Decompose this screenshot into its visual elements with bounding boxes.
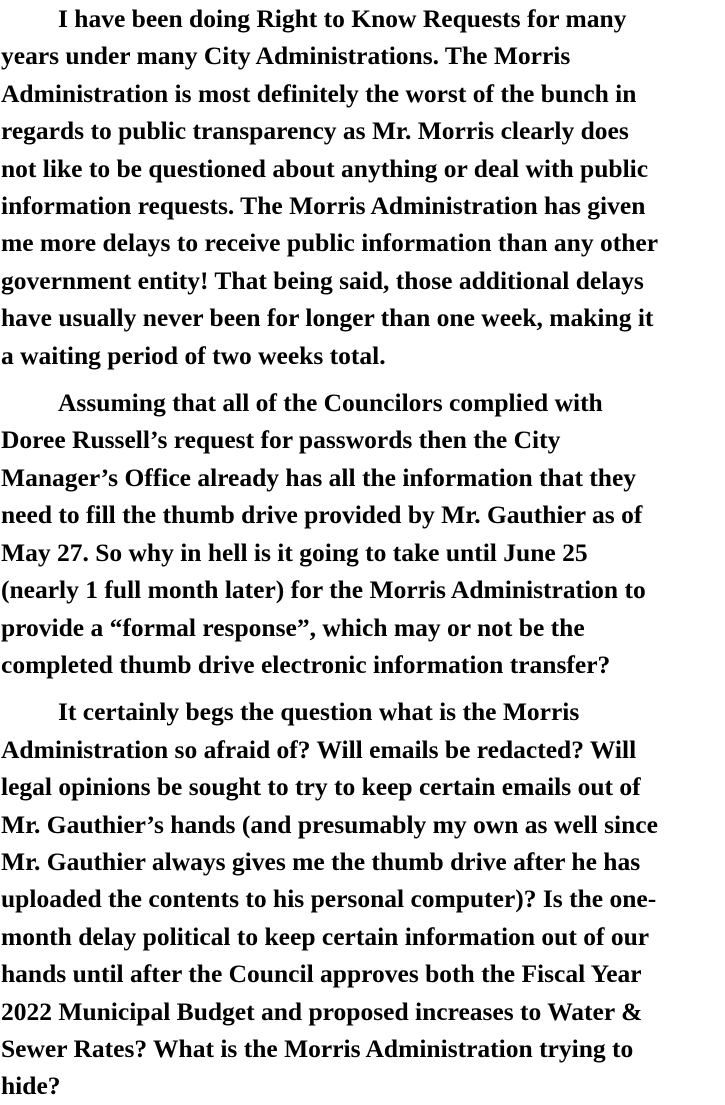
text-line: 2022 Municipal Budget and proposed increases to Water &	[1, 996, 643, 1026]
text-line: legal opinions be sought to try to keep certain emails out of	[1, 772, 641, 802]
text-line: hands until after the Council approves both the Fiscal Year	[1, 959, 642, 989]
text-line: need to fill the thumb drive provided by Mr. Gauthier as of	[1, 500, 643, 530]
text-line: Mr. Gauthier’s hands (and presumably my own as well since	[1, 809, 658, 839]
paragraph-1	[1, 0, 724, 374]
paragraph-3	[1, 693, 724, 1104]
text-line: (nearly 1 full month later) for the Morris Administration to	[1, 575, 646, 605]
text-line: Administration is most definitely the worst of the bunch in	[1, 78, 637, 108]
text-line: month delay political to keep certain information out of our	[1, 921, 650, 951]
text-line: Manager’s Office already has all the information that they	[1, 462, 637, 492]
text-line: information requests. The Morris Administration has given	[1, 191, 646, 221]
text-line: provide a “formal response”, which may or not be the	[1, 612, 585, 642]
text-line: a waiting period of two weeks total.	[1, 340, 386, 370]
text-line: Mr. Gauthier always gives me the thumb drive after he has	[1, 846, 641, 876]
text-line: May 27. So why in hell is it going to take until June 25	[1, 537, 588, 567]
paragraph-gap	[1, 374, 724, 384]
text-line: It certainly begs the question what is the Morris	[58, 697, 580, 727]
text-line: government entity! That being said, those additional delays	[1, 265, 644, 295]
text-line: Doree Russell’s request for passwords then the City	[1, 425, 561, 455]
text-line: uploaded the contents to his personal computer)? Is the one-	[1, 884, 657, 914]
text-line: years under many City Administrations. The Morris	[1, 41, 571, 71]
text-line: Assuming that all of the Councilors complied with	[58, 388, 603, 418]
text-line: have usually never been for longer than one week, making it	[1, 303, 654, 333]
text-line: not like to be questioned about anything or deal with public	[1, 153, 649, 183]
paragraph-gap	[1, 683, 724, 693]
text-line: I have been doing Right to Know Requests for many	[58, 4, 627, 33]
paragraph-2	[1, 384, 724, 683]
text-line: Sewer Rates? What is the Morris Administration trying to	[1, 1033, 634, 1063]
text-line: hide?	[1, 1071, 61, 1101]
text-line: completed thumb drive electronic information transfer?	[1, 649, 611, 679]
text-line: regards to public transparency as Mr. Morris clearly does	[1, 116, 629, 146]
text-line: Administration so afraid of? Will emails be redacted? Will	[1, 734, 637, 764]
text-line: me more delays to receive public information than any other	[1, 228, 659, 258]
